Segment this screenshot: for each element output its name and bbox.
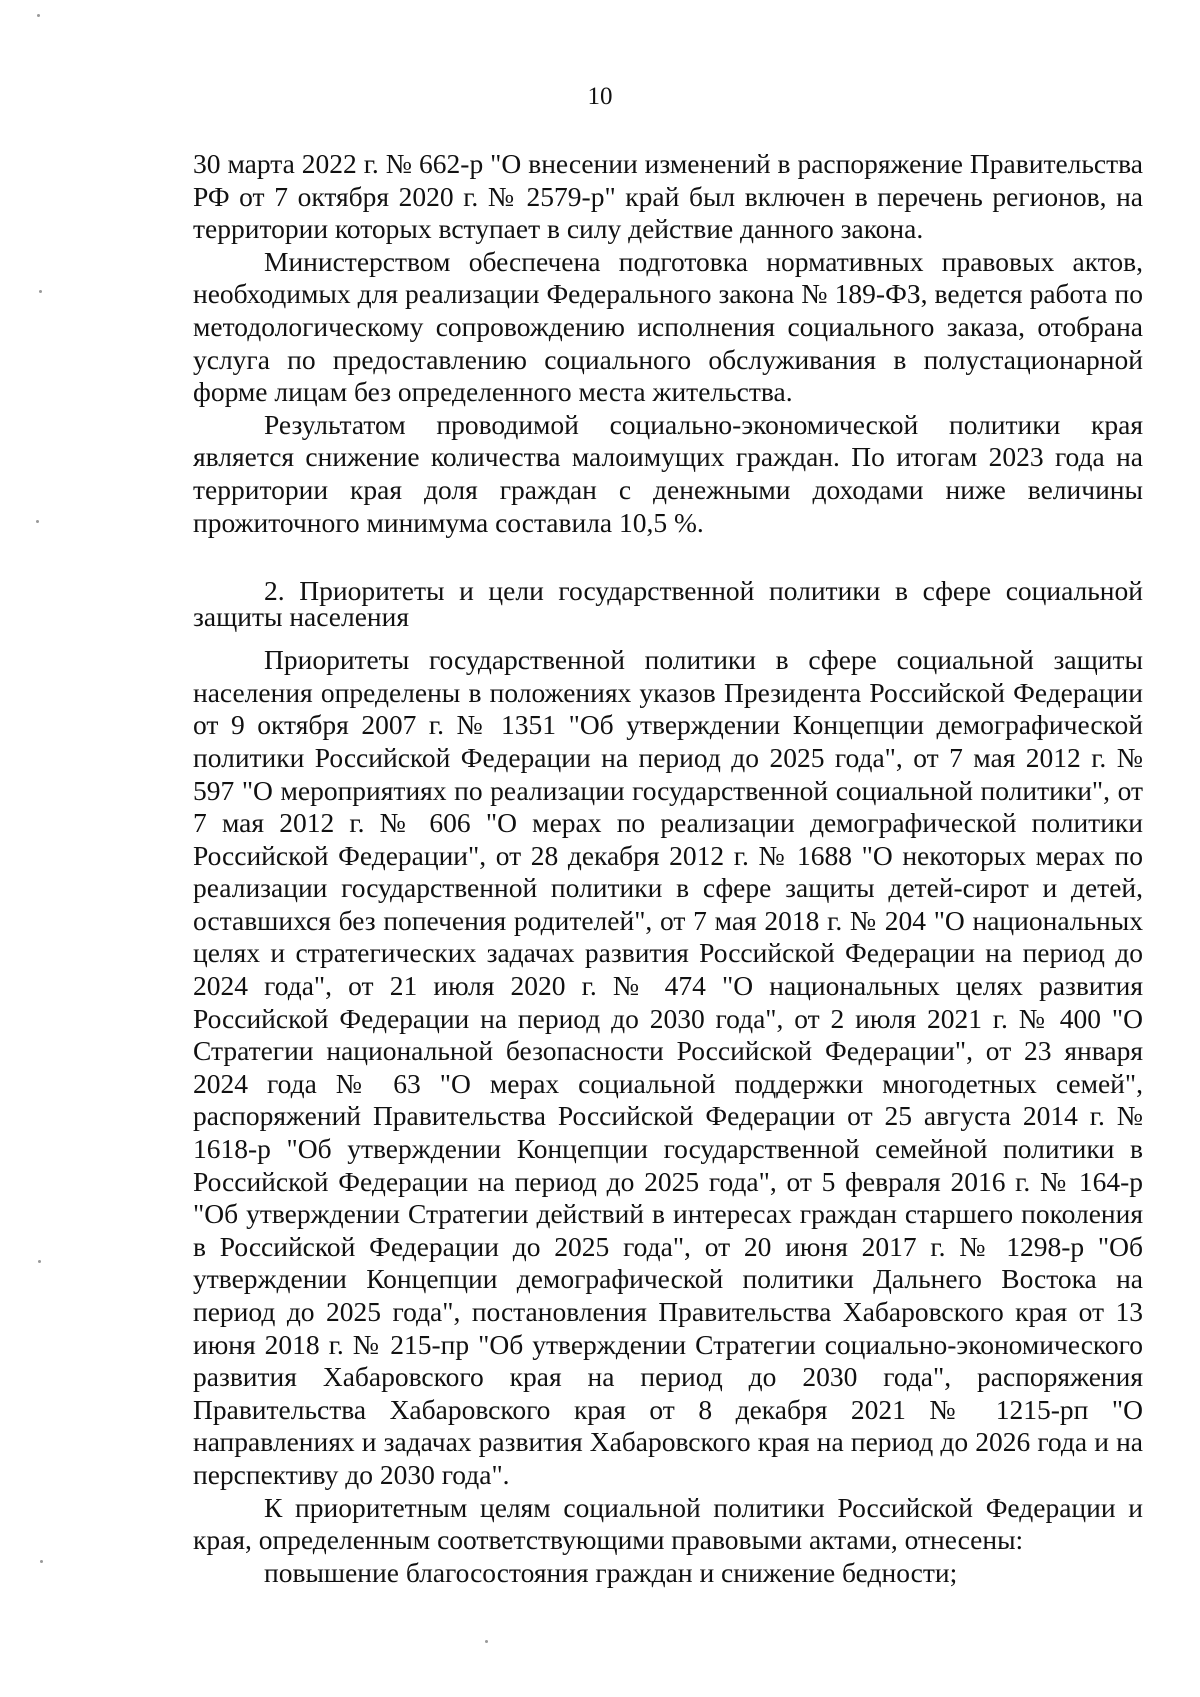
scan-speck [38, 1260, 41, 1263]
paragraph: Приоритеты государственной политики в сфере социальной защиты населения определены в положениях указов Президента Российской Федерации от 9 октября 2007 г. № 1351 "Об утверждении Концепции демографической политики Российской Федерации на период до 2025 года", от 7 мая 2012 г. № 597 "О мероприятиях по реализации государственной социальной политики", от 7 мая 2012 г. № 606 "О мерах по реализации демографической политики Российской Федерации", от 28 декабря 2012 г. № 1688 "О некоторых мерах по реализации государственной политики в сфере защиты детей-сирот и детей, оставшихся без попечения родителей", от 7 мая 2018 г. № 204 "О национальных целях и стратегических задачах развития Российской Федерации на период до 2024 года", от 21 июля 2020 г. № 474 "О национальных целях развития Российской Федерации на период до 2030 года", от 2 июля 2021 г. № 400 "О Стратегии национальной безопасности Российской Федерации", от 23 января 2024 года № 63 "О мерах социальной поддержки многодетных семей", распоряжений Правительства Российской Федерации от 25 августа 2014 г. № 1618-р "Об утверждении Концепции государственной семейной политики в Российской Федерации на период до 2025 года", от 5 февраля 2016 г. № 164-р "Об утверждении Стратегии действий в интересах граждан старшего поколения в Российской Федерации до 2025 года", от 20 июня 2017 г. № 1298-р "Об утверждении Концепции демографической политики Дальнего Востока на период до 2025 года", постановления Правительства Хабаровского края от 13 июня 2018 г. № 215-пр "Об утверждении Стратегии социально-экономического развития Хабаровского края на период до 2030 года", распоряжения Правительства Хабаровского края от 8 декабря 2021 № 1215-рп "О направлениях и задачах развития Хабаровского края на период до 2026 года и на перспективу до 2030 года". [193, 644, 1143, 1490]
section-heading: 2. Приоритеты и цели государственной политики в сфере социальной защиты населения [193, 575, 1143, 633]
paragraph-continuation: 30 марта 2022 г. № 662-р "О внесении изменений в распоряжение Правительства РФ от 7 октября 2020 г. № 2579-р" край был включен в перечень регионов, на территории которых вступает в силу действие данного закона. [193, 148, 1143, 245]
scan-speck [485, 1640, 488, 1643]
list-item: повышение благосостояния граждан и снижение бедности; [264, 1556, 958, 1588]
paragraph: Министерством обеспечена подготовка нормативных правовых актов, необходимых для реализации Федерального закона № 189-ФЗ, ведется работа по методологическому сопровождению исполнения социального заказа, отобрана услуга по предоставлению социального обслуживания в полустационарной форме лицам без определенного места жительства. [193, 245, 1143, 408]
page-number: 10 [587, 83, 613, 110]
paragraph: К приоритетным целям социальной политики Российской Федерации и края, определенным соответствующими правовыми актами, отнесены: [193, 1491, 1143, 1556]
scan-speck [37, 14, 40, 17]
scan-speck [40, 1560, 43, 1563]
scan-speck [39, 290, 42, 293]
document-body [193, 148, 1143, 1589]
paragraph: Результатом проводимой социально-экономической политики края является снижение количества малоимущих граждан. По итогам 2023 года на территории края доля граждан с денежными доходами ниже величины прожиточного минимума составила 10,5 %. [193, 408, 1143, 538]
scan-speck [36, 520, 39, 523]
